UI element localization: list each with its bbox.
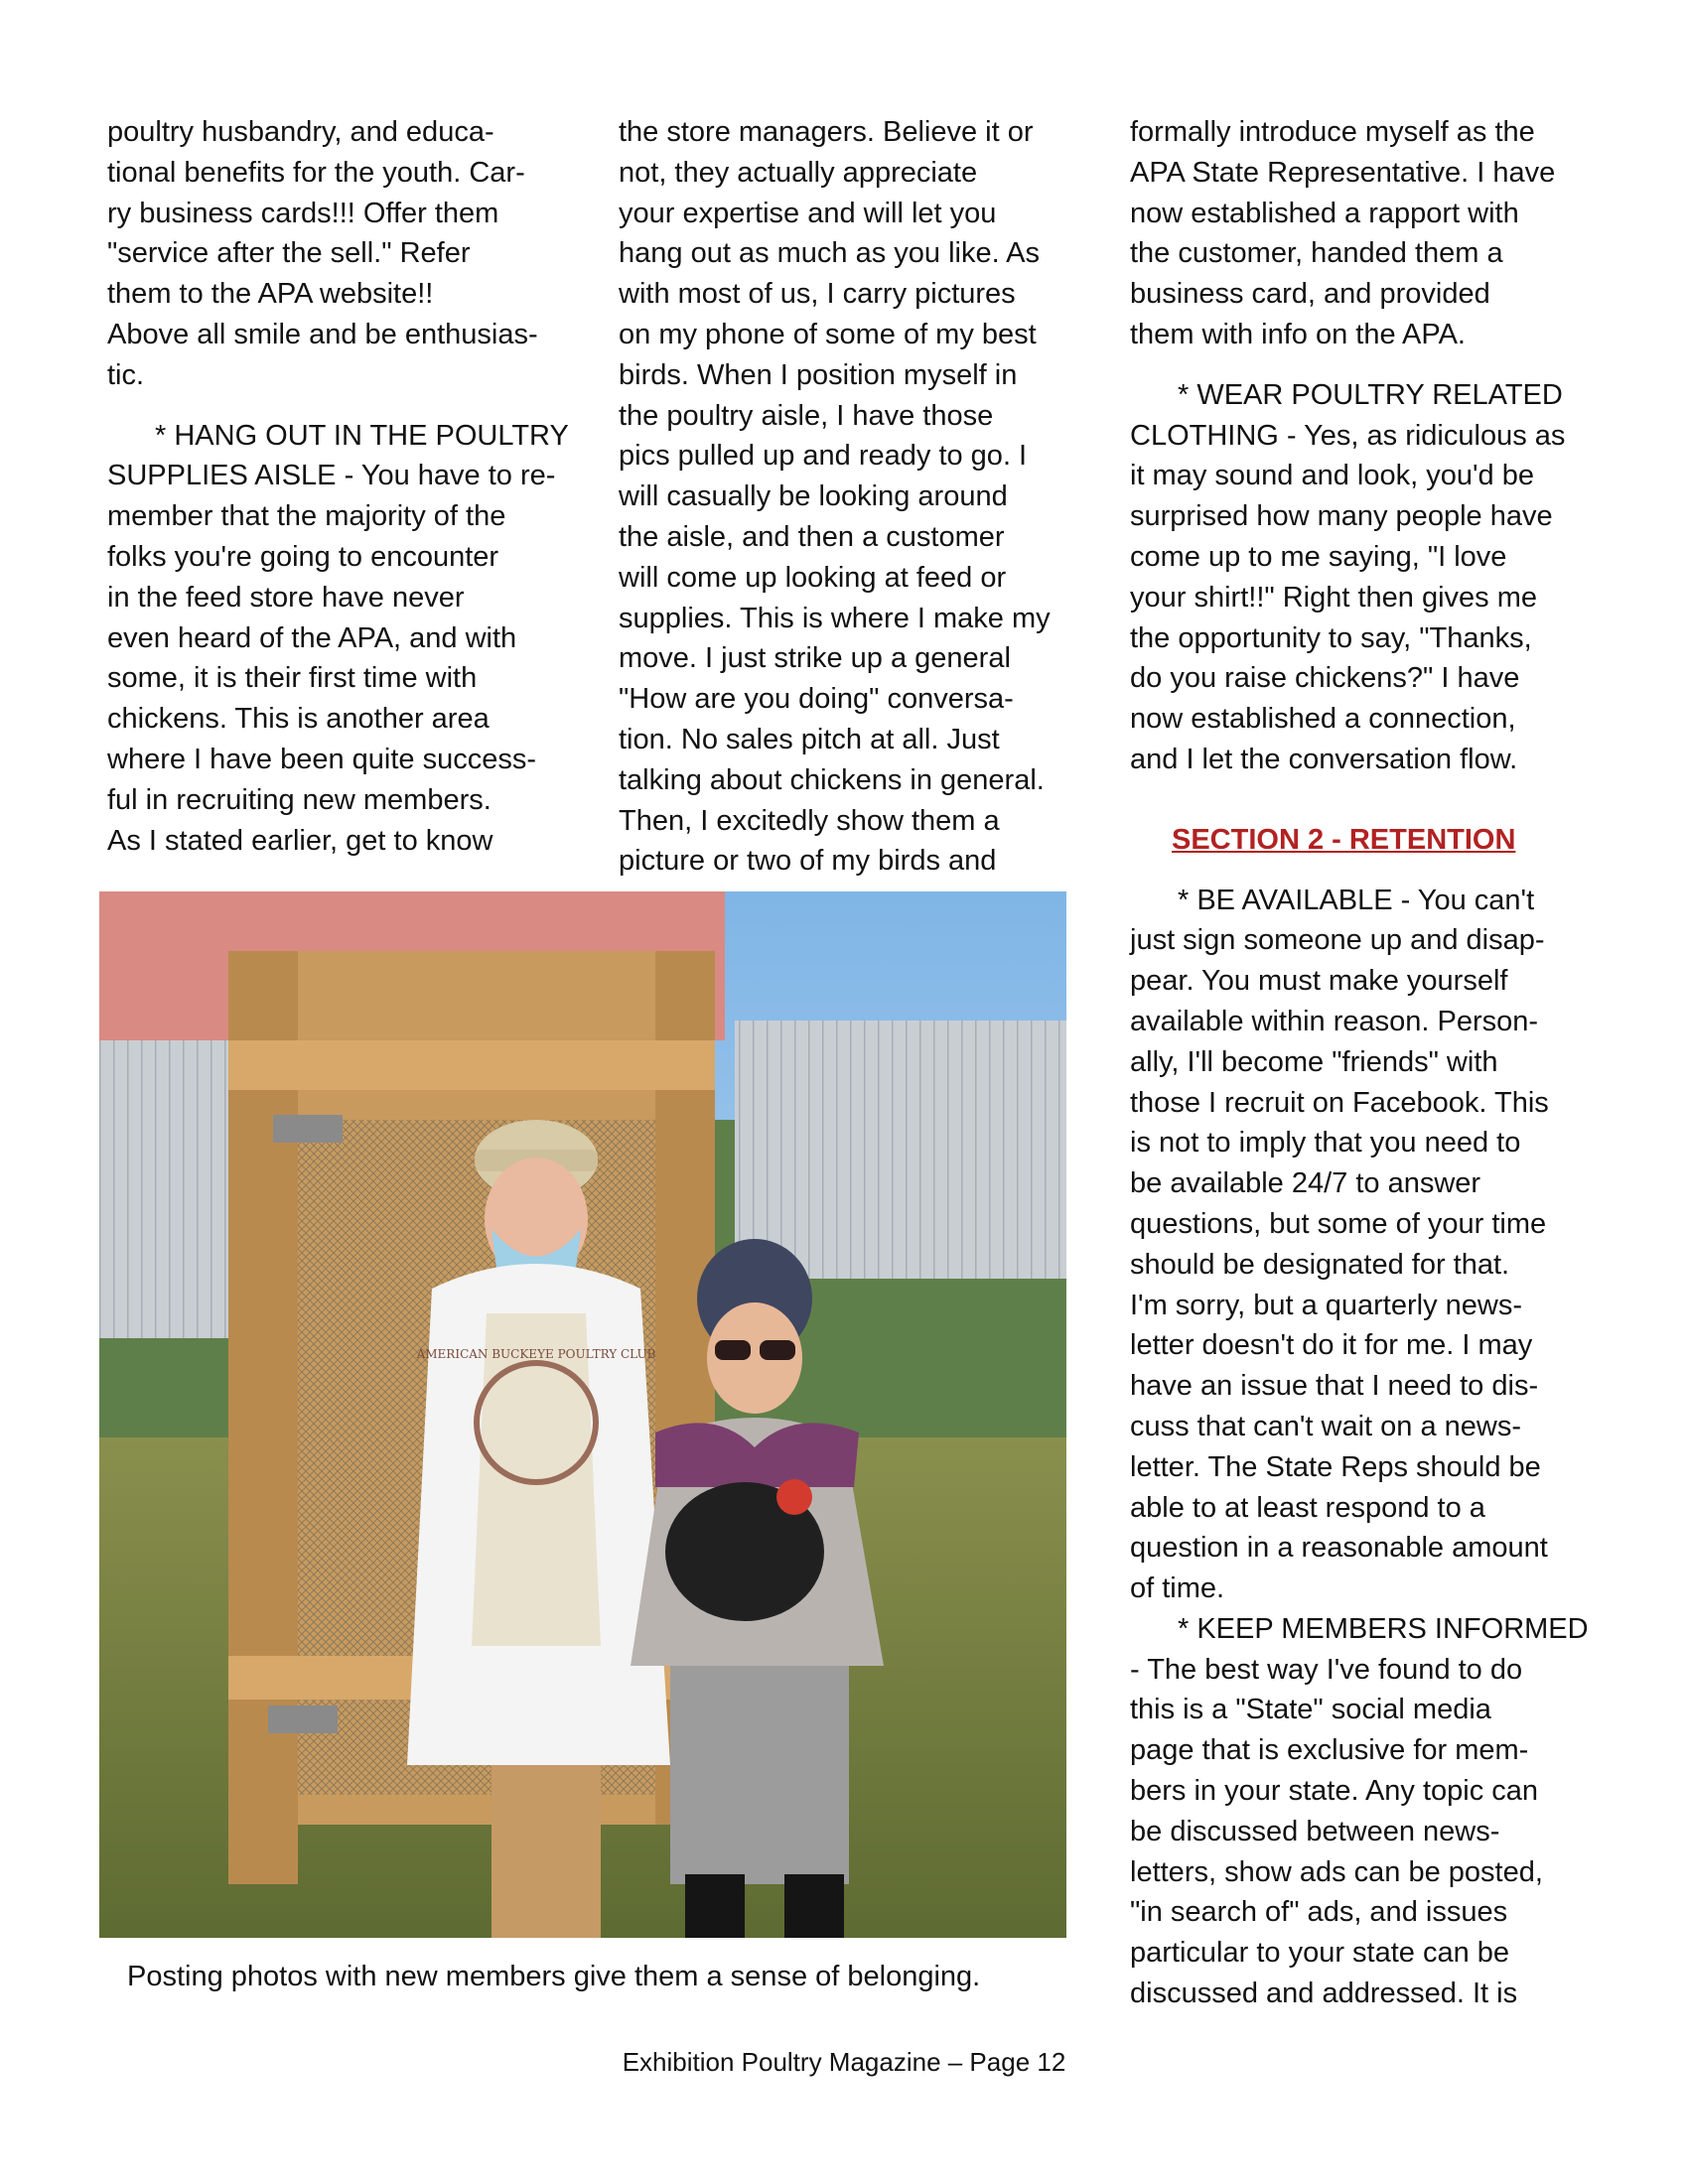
text-line: and I let the conversation flow. [1130, 743, 1518, 775]
text-line: available within reason. Person- [1130, 1005, 1539, 1037]
text-line: do you raise chickens?" I have [1130, 662, 1520, 695]
text-line: * BE AVAILABLE - You can't [1178, 884, 1535, 916]
text-line: tion. No sales pitch at all. Just [619, 723, 1000, 755]
text-line: come up to me saying, "I love [1130, 540, 1507, 573]
text-line: SUPPLIES AISLE - You have to re- [107, 460, 556, 492]
text-line: have an issue that I need to dis- [1130, 1370, 1539, 1403]
text-line: - The best way I've found to do [1130, 1653, 1523, 1686]
text-line: bers in your state. Any topic can [1130, 1775, 1539, 1808]
paragraph [1130, 375, 1597, 780]
text-line: now established a rapport with [1130, 197, 1519, 229]
text-line: letter. The State Reps should be [1130, 1450, 1541, 1483]
text-line: the store managers. Believe it or [619, 116, 1034, 148]
text-line: chickens. This is another area [107, 703, 490, 736]
text-line: the customer, handed them a [1130, 237, 1503, 270]
text-line: where I have been quite success- [107, 743, 537, 775]
text-line: poultry husbandry, and educa- [107, 116, 494, 148]
text-line: pics pulled up and ready to go. I [619, 440, 1028, 473]
column-1 [107, 112, 574, 861]
text-line: on my phone of some of my best [619, 318, 1037, 350]
text-line: questions, but some of your time [1130, 1207, 1547, 1240]
text-line: just sign someone up and disap- [1130, 924, 1545, 957]
text-line: particular to your state can be [1130, 1937, 1510, 1970]
text-line: picture or two of my birds and [619, 845, 997, 878]
text-line: formally introduce myself as the [1130, 116, 1535, 148]
text-line: some, it is their first time with [107, 662, 478, 695]
text-line: of time. [1130, 1572, 1225, 1605]
text-line: Then, I excitedly show them a [619, 804, 1000, 837]
text-line: page that is exclusive for mem- [1130, 1734, 1529, 1767]
text-line: the aisle, and then a customer [619, 520, 1005, 553]
text-line: "in search of" ads, and issues [1130, 1896, 1508, 1929]
text-line: letters, show ads can be posted, [1130, 1855, 1543, 1888]
apron-text: AMERICAN BUCKEYE POULTRY CLUB [416, 1347, 656, 1361]
text-line: hang out as much as you like. As [619, 237, 1040, 270]
text-line: discussed and addressed. It is [1130, 1978, 1518, 2010]
text-line: tional benefits for the youth. Car- [107, 156, 525, 189]
text-line: letter doesn't do it for me. I may [1130, 1329, 1533, 1362]
column-2 [619, 112, 1085, 882]
text-line: question in a reasonable amount [1130, 1532, 1548, 1565]
text-line: pear. You must make yourself [1130, 965, 1508, 998]
text-line: your expertise and will let you [619, 197, 997, 229]
page-footer: Exhibition Poultry Magazine – Page 12 [622, 2047, 1066, 2077]
text-line: the opportunity to say, "Thanks, [1130, 621, 1532, 654]
text-line: ful in recruiting new members. [107, 783, 492, 816]
paragraph [107, 112, 574, 396]
text-line: business card, and provided [1130, 278, 1490, 311]
text-line: not, they actually appreciate [619, 156, 978, 189]
text-line: I'm sorry, but a quarterly news- [1130, 1289, 1523, 1321]
text-line: this is a "State" social media [1130, 1694, 1491, 1726]
text-line: will come up looking at feed or [619, 561, 1007, 594]
text-line: move. I just strike up a general [619, 642, 1011, 675]
paragraph [107, 416, 574, 862]
text-line: As I stated earlier, get to know [107, 824, 493, 857]
paragraph [1130, 1609, 1597, 2014]
text-line: be discussed between news- [1130, 1815, 1500, 1847]
text-line: is not to imply that you need to [1130, 1127, 1521, 1160]
section-heading: SECTION 2 - RETENTION [1172, 823, 1516, 856]
text-line: "How are you doing" conversa- [619, 683, 1014, 716]
text-line: cuss that can't wait on a news- [1130, 1410, 1522, 1442]
text-line: APA State Representative. I have [1130, 156, 1556, 189]
text-line: now established a connection, [1130, 703, 1516, 736]
text-line: ry business cards!!! Offer them [107, 197, 499, 229]
text-line: Above all smile and be enthusias- [107, 318, 538, 350]
text-line: will casually be looking around [619, 480, 1008, 513]
text-line: should be designated for that. [1130, 1248, 1510, 1281]
text-line: with most of us, I carry pictures [619, 278, 1016, 311]
text-line: folks you're going to encounter [107, 540, 499, 573]
text-line: them to the APA website!! [107, 278, 434, 311]
text-line: them with info on the APA. [1130, 318, 1466, 350]
text-line: talking about chickens in general. [619, 763, 1045, 796]
text-line: supplies. This is where I make my [619, 602, 1051, 634]
paragraph [619, 112, 1085, 882]
text-line: member that the majority of the [107, 500, 506, 533]
text-line: CLOTHING - Yes, as ridiculous as [1130, 419, 1566, 452]
text-line: * HANG OUT IN THE POULTRY [155, 419, 569, 452]
text-line: be available 24/7 to answer [1130, 1167, 1481, 1200]
text-line: it may sound and look, you'd be [1130, 460, 1534, 492]
text-line: "service after the sell." Refer [107, 237, 471, 270]
text-line: * KEEP MEMBERS INFORMED [1178, 1612, 1589, 1645]
text-line: the poultry aisle, I have those [619, 399, 994, 432]
column-3 [1130, 112, 1597, 2014]
text-line: in the feed store have never [107, 581, 465, 614]
text-line: even heard of the APA, and with [107, 621, 517, 654]
text-line: * WEAR POULTRY RELATED [1178, 378, 1563, 411]
text-line: birds. When I position myself in [619, 358, 1018, 391]
text-line: those I recruit on Facebook. This [1130, 1086, 1549, 1119]
text-line: tic. [107, 358, 145, 391]
paragraph [1130, 112, 1597, 355]
text-line: your shirt!!" Right then gives me [1130, 581, 1538, 614]
text-line: surprised how many people have [1130, 500, 1553, 533]
paragraph [1130, 881, 1597, 1609]
text-line: ally, I'll become "friends" with [1130, 1045, 1498, 1078]
article-photo [99, 891, 1066, 1938]
photo-caption: Posting photos with new members give them a sense of belonging. [127, 1961, 981, 1992]
text-line: able to at least respond to a [1130, 1491, 1485, 1524]
